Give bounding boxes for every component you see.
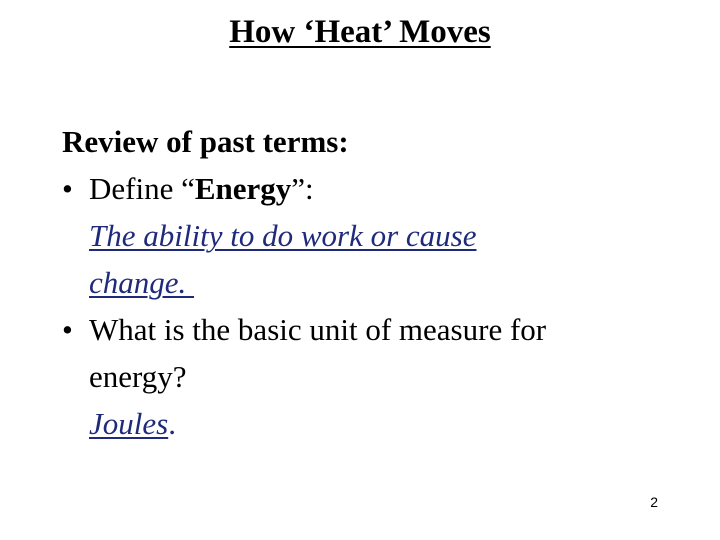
slide-content xyxy=(62,118,682,447)
answer-joules xyxy=(62,400,682,447)
bullet-icon: • xyxy=(62,171,73,206)
question-unit-of-energy xyxy=(62,306,682,400)
answer-line-2: change. xyxy=(89,265,195,300)
page-number: 2 xyxy=(650,494,658,510)
answer-line-1: The ability to do work or cause xyxy=(89,218,477,253)
q2-line-2: energy? xyxy=(89,359,187,394)
review-subheading: Review of past terms: xyxy=(62,124,349,159)
answer-joules-period: . xyxy=(168,406,176,441)
answer-joules-text: Joules xyxy=(89,406,169,441)
answer-energy-definition xyxy=(62,212,682,306)
q1-term: Energy xyxy=(194,171,292,206)
bullet-icon: • xyxy=(62,312,73,347)
q1-suffix: ”: xyxy=(291,171,314,206)
question-define-energy xyxy=(62,165,682,212)
slide-title xyxy=(0,10,720,54)
q1-prefix: Define “ xyxy=(89,171,195,206)
q2-line-1: What is the basic unit of measure for xyxy=(89,312,547,347)
slide-title-text: How ‘Heat’ Moves xyxy=(229,14,491,50)
